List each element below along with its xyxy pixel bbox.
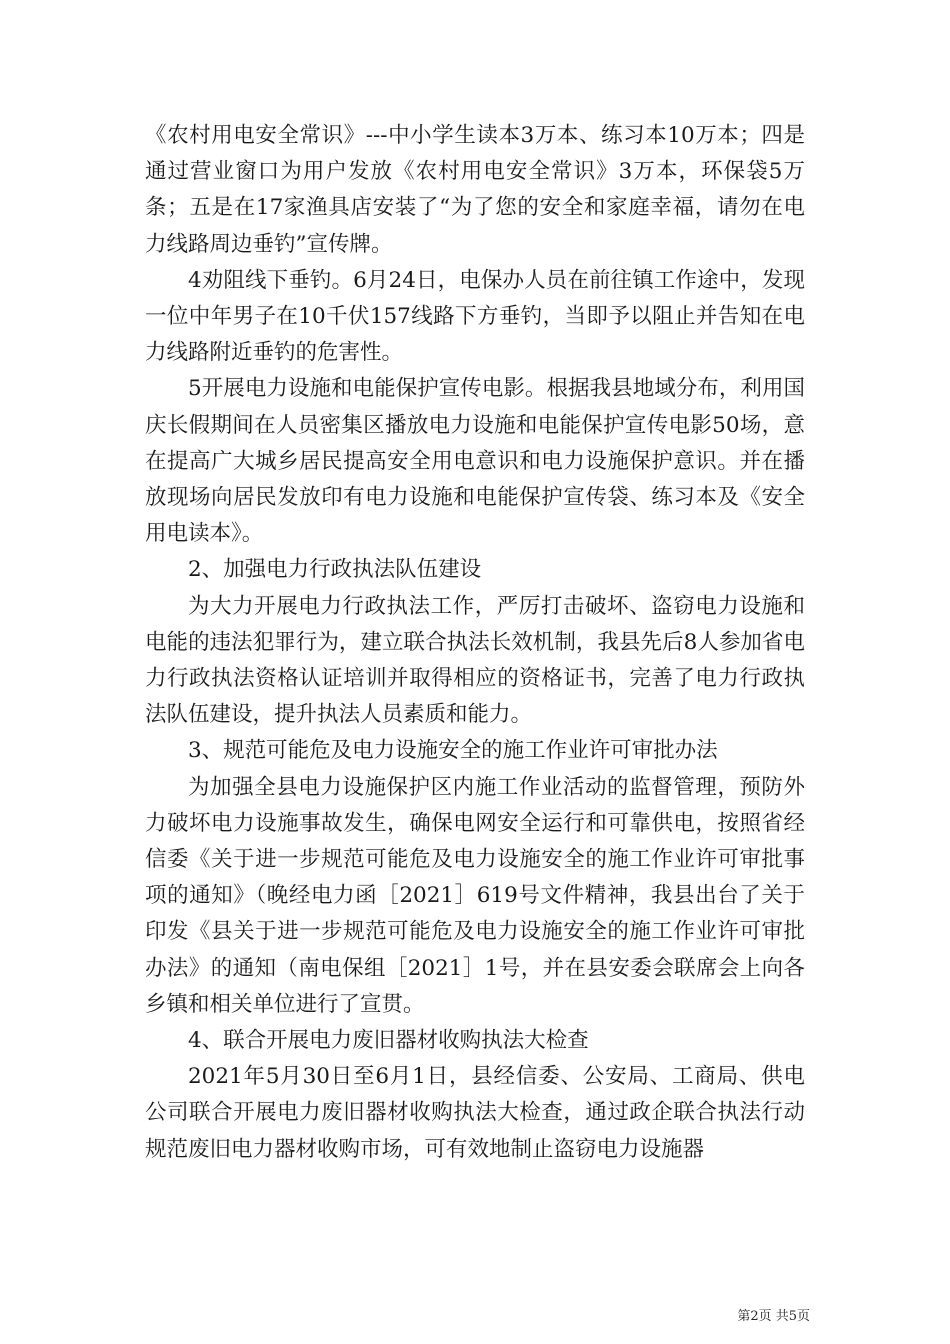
paragraph-6: 2021年5月30日至6月1日，县经信委、公安局、工商局、供电公司联合开展电力废旧器材收购执法大检查，通过政企联合执法行动规范废旧电力器材收购市场，可有效地制止盗窃电力设施器 bbox=[145, 1064, 805, 1162]
paragraph-2: 4劝阻线下垂钓。6月24日，电保办人员在前往镇工作途中，发现一位中年男子在10千伏157线路下方垂钓，当即予以阻止并告知在电力线路附近垂钓的危害性。 bbox=[145, 267, 805, 366]
section-heading-3: 3、规范可能危及电力设施安全的施工作业许可审批办法 bbox=[188, 738, 718, 764]
section-heading-2: 2、加强电力行政执法队伍建设 bbox=[188, 557, 482, 583]
paragraph-4: 为大力开展电力行政执法工作，严厉打击破坏、盗窃电力设施和电能的违法犯罪行为，建立联合执法长效机制，我县先后8人参加省电力行政执法资格认证培训并取得相应的资格证书，完善了电力行政执法队伍建设，提升执法人员素质和能力。 bbox=[145, 593, 805, 728]
page-number: 第2页 共5页 bbox=[737, 1309, 810, 1324]
document-body bbox=[145, 118, 805, 1168]
paragraph-1: 《农村用电安全常识》---中小学生读本3万本、练习本10万本；四是通过营业窗口为用户发放《农村用电安全常识》3万本，环保袋5万条；五是在17家渔具店安装了“为了您的安全和家庭幸福，请勿在电力线路周边垂钓”宣传牌。 bbox=[145, 123, 805, 257]
paragraph-5: 为加强全县电力设施保护区内施工作业活动的监督管理，预防外力破坏电力设施事故发生，确保电网安全运行和可靠供电，按照省经信委《关于进一步规范可能危及电力设施安全的施工作业许可审批事项的通知》（晚经电力函［2021］619号文件精神，我县出台了关于印发《县关于进一步规范可能危及电力设施安全的施工作业许可审批办法》的通知（南电保组［2021］1号，并在县安委会联席会上向各乡镇和相关单位进行了宣贯。 bbox=[145, 774, 805, 1017]
paragraph-3: 5开展电力设施和电能保护宣传电影。根据我县地域分布，利用国庆长假期间在人员密集区播放电力设施和电能保护宣传电影50场，意在提高广大城乡居民提高安全用电意识和电力设施保护意识。并在播放现场向居民发放印有电力设施和电能保护宣传袋、练习本及《安全用电读本》。 bbox=[145, 376, 805, 547]
section-heading-4: 4、联合开展电力废旧器材收购执法大检查 bbox=[188, 1028, 589, 1054]
